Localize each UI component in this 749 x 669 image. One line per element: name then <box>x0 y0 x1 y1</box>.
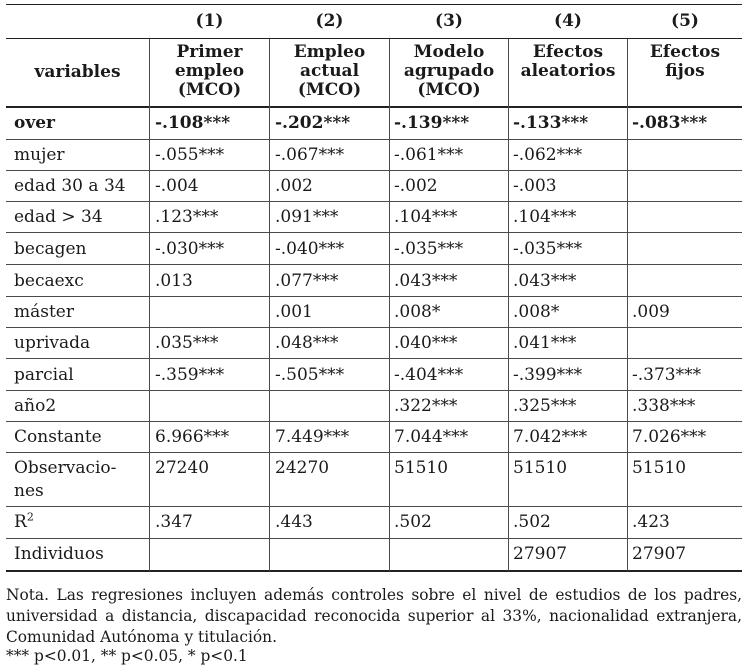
model-header-line: Empleo <box>293 42 366 62</box>
column-number: (5) <box>671 11 699 31</box>
coef-cell: 6.966*** <box>155 427 230 447</box>
coef-cell: 27240 <box>155 458 210 478</box>
row-divider <box>6 201 742 202</box>
coef-cell: -.002 <box>394 176 438 196</box>
model-header-line: Efectos <box>532 42 604 62</box>
coef-cell: -.035*** <box>513 239 583 259</box>
coef-cell: 51510 <box>632 458 687 478</box>
coef-cell: .043*** <box>394 271 458 291</box>
row-label: Constante <box>14 427 102 447</box>
coef-cell: .325*** <box>513 396 577 416</box>
column-separator <box>627 39 628 571</box>
coef-cell: .091*** <box>275 207 339 227</box>
row-divider <box>6 327 742 328</box>
coef-cell: .001 <box>275 302 313 322</box>
coef-cell: .013 <box>155 271 193 291</box>
row-divider <box>6 296 742 297</box>
coef-cell: .502 <box>394 512 432 532</box>
coef-cell: .338*** <box>632 396 696 416</box>
row-label: edad > 34 <box>14 207 103 227</box>
row-label <box>14 510 34 532</box>
column-separator <box>269 39 270 571</box>
coef-cell: -.035*** <box>394 239 464 259</box>
coef-cell: .008* <box>513 302 560 322</box>
coef-cell: -.359*** <box>155 365 225 385</box>
coef-cell: -.062*** <box>513 145 583 165</box>
coef-cell: 27907 <box>632 544 687 564</box>
row-label: mujer <box>14 145 65 165</box>
r-label: R <box>14 512 27 532</box>
coef-cell: 27907 <box>513 544 568 564</box>
row-divider <box>6 139 742 140</box>
coef-cell: -.003 <box>513 176 557 196</box>
coef-cell: .002 <box>275 176 313 196</box>
row-label: becaexc <box>14 271 84 291</box>
coef-cell: -.055*** <box>155 145 225 165</box>
column-number: (3) <box>435 11 463 31</box>
top-rule <box>6 4 742 5</box>
model-header-line: fijos <box>665 61 705 81</box>
row-label: becagen <box>14 239 87 259</box>
coef-cell: -.202*** <box>275 113 351 133</box>
coef-cell: -.399*** <box>513 365 583 385</box>
row-label: Observacio- <box>14 458 117 478</box>
row-label: nes <box>14 481 44 501</box>
significance-legend: *** p<0.01, ** p<0.05, * p<0.1 <box>6 647 248 665</box>
coef-cell: .009 <box>632 302 670 322</box>
coef-cell: .104*** <box>394 207 458 227</box>
variables-header: variables <box>34 62 121 82</box>
coef-cell: -.133*** <box>513 113 589 133</box>
coef-cell: -.505*** <box>275 365 345 385</box>
row-divider <box>6 421 742 422</box>
coef-cell: -.030*** <box>155 239 225 259</box>
coef-cell: .347 <box>155 512 193 532</box>
coef-cell: -.004 <box>155 176 199 196</box>
coef-cell: .104*** <box>513 207 577 227</box>
coef-cell: 24270 <box>275 458 330 478</box>
row-label: máster <box>14 302 74 322</box>
model-header-line: Primer <box>176 42 243 62</box>
coef-cell: .048*** <box>275 333 339 353</box>
coef-cell: .040*** <box>394 333 458 353</box>
coef-cell: .043*** <box>513 271 577 291</box>
column-separator <box>149 39 150 571</box>
model-header-line: actual <box>299 61 360 81</box>
column-number: (1) <box>195 11 224 31</box>
coef-cell: -.108*** <box>155 113 231 133</box>
model-header-line: aleatorios <box>520 61 616 81</box>
coef-cell: -.373*** <box>632 365 702 385</box>
row-label: over <box>14 113 55 133</box>
column-number: (2) <box>315 11 344 31</box>
coef-cell: -.083*** <box>632 113 708 133</box>
row-divider <box>6 170 742 171</box>
model-header-line: agrupado <box>403 61 495 81</box>
column-number: (4) <box>554 11 582 31</box>
coef-cell: .322*** <box>394 396 458 416</box>
coef-cell: -.061*** <box>394 145 464 165</box>
bottom-rule <box>6 570 742 572</box>
coef-cell: -.139*** <box>394 113 470 133</box>
r-superscript: 2 <box>26 510 34 524</box>
coef-cell: .077*** <box>275 271 339 291</box>
row-label: uprivada <box>14 333 91 353</box>
coef-cell: -.404*** <box>394 365 464 385</box>
row-label: Individuos <box>14 544 104 564</box>
coef-cell: 7.026*** <box>632 427 707 447</box>
row-label: edad 30 a 34 <box>14 176 126 196</box>
row-label: año2 <box>14 396 57 416</box>
numbers-rule <box>6 38 742 39</box>
row-divider <box>6 232 742 233</box>
coef-cell: 7.042*** <box>513 427 588 447</box>
coef-cell: 7.044*** <box>394 427 469 447</box>
row-divider <box>6 506 742 507</box>
header-bottom-rule <box>6 106 742 108</box>
model-header-line: (MCO) <box>297 80 362 100</box>
coef-cell: 51510 <box>513 458 568 478</box>
coef-cell: 7.449*** <box>275 427 350 447</box>
coef-cell: .423 <box>632 512 670 532</box>
table-note: Nota. Las regresiones incluyen además controles sobre el nivel de estudios de los padres, universidad a distancia, discapacidad reconocida superior al 33%, nacionalidad extranjera, Comunidad Autónoma y titulación. <box>6 586 742 646</box>
coef-cell: -.040*** <box>275 239 345 259</box>
model-header-line: empleo <box>174 61 245 81</box>
model-header-line: (MCO) <box>177 80 242 100</box>
model-header-line: (MCO) <box>417 80 481 100</box>
coef-cell: -.067*** <box>275 145 345 165</box>
row-divider <box>6 358 742 359</box>
model-header-line: Efectos <box>649 42 721 62</box>
row-divider <box>6 390 742 391</box>
row-divider <box>6 452 742 453</box>
coef-cell: .123*** <box>155 207 219 227</box>
column-separator <box>389 39 390 571</box>
coef-cell: .008* <box>394 302 441 322</box>
coef-cell: .035*** <box>155 333 219 353</box>
model-header-line: Modelo <box>413 42 485 62</box>
coef-cell: 51510 <box>394 458 449 478</box>
column-separator <box>508 39 509 571</box>
coef-cell: .041*** <box>513 333 577 353</box>
coef-cell: .502 <box>513 512 551 532</box>
row-divider <box>6 538 742 539</box>
coef-cell: .443 <box>275 512 313 532</box>
row-divider <box>6 264 742 265</box>
row-label: parcial <box>14 365 74 385</box>
